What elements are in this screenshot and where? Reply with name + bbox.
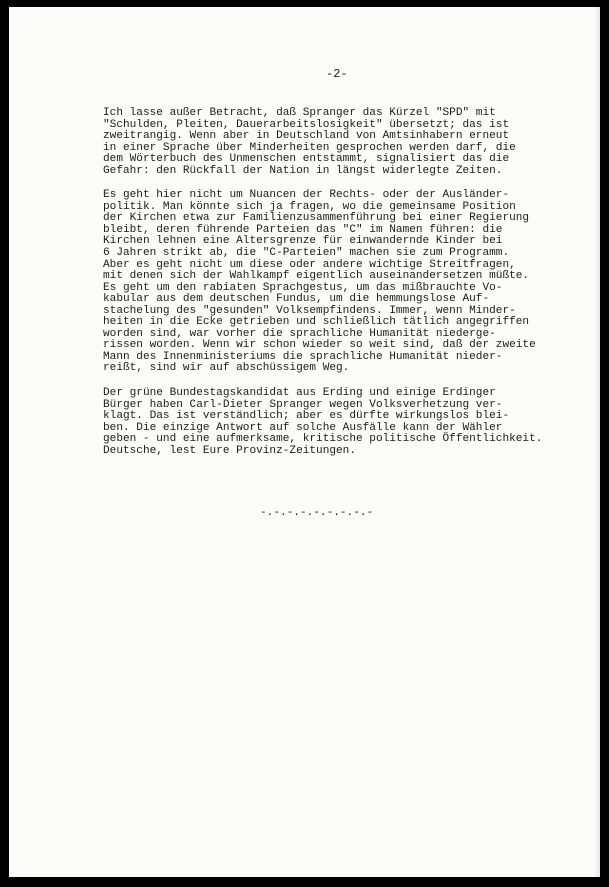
text-line: ben. Die einzige Antwort auf solche Ausfälle kann der Wähler [103,421,503,434]
text-line: Gefahr: den Rückfall der Nation in längst widerlegte Zeiten. [103,164,503,177]
scan-shadow-edge [594,7,600,877]
paragraph-1 [103,108,573,177]
text-line: Kirchen lehnen eine Altersgrenze für einwandernde Kinder bei [103,235,503,248]
text-line: stachelung des "gesunden" Volksempfindens. Immer, wenn Minder- [103,304,516,317]
text-line: "Schulden, Pleiten, Dauerarbeitslosigkeit" übersetzt; das ist [103,118,510,131]
text-line: zweitrangig. Wenn aber in Deutschland von Amtsinhabern erneut [103,130,510,143]
document-page [9,7,600,877]
text-line: heiten in die Ecke getrieben und schließlich tätlich angegriffen [103,316,530,329]
text-line: Es geht um den rabiaten Sprachgestus, um das mißbrauchte Vo- [103,281,503,294]
text-line: bleibt, deren führende Parteien das "C" im Namen führen: die [103,223,503,236]
text-line: Bürger haben Carl-Dieter Spranger wegen Volksverhetzung ver- [103,398,503,411]
text-line: rissen worden. Wenn wir schon wieder so weit sind, daß der zweite [103,339,536,352]
paragraph-2 [103,190,573,375]
text-line: geben - und eine aufmerksame, kritische politische Öffentlichkeit. [103,433,543,446]
text-line: Es geht hier nicht um Nuancen der Rechts- oder der Ausländer- [103,189,510,202]
text-line: Deutsche, lest Eure Provinz-Zeitungen. [103,444,356,457]
text-line: Der grüne Bundestagskandidat aus Erding und einige Erdinger [103,387,496,400]
text-line: 6 Jahren strikt ab, die "C-Parteien" machen sie zum Programm. [103,247,510,260]
text-line: Ich lasse außer Betracht, daß Spranger das Kürzel "SPD" mit [103,107,496,119]
closing-separator: -.-.-.-.-.-.-.-.- [260,507,374,519]
text-line: Aber es geht nicht um diese oder andere wichtige Streitfragen, [103,258,516,271]
text-line: Mann des Innenministeriums die sprachliche Humanität nieder- [103,350,503,363]
text-line: in einer Sprache über Minderheiten gesprochen werden darf, die [103,141,516,154]
paragraph-3 [103,388,573,457]
text-line: der Kirchen etwa zur Familienzusammenführung bei einer Regierung [103,212,530,225]
text-line: klagt. Das ist verständlich; aber es dürfte wirkungslos blei- [103,410,510,423]
text-line: reißt, sind wir auf abschüssigem Weg. [103,362,350,375]
body-text [103,108,573,470]
text-line: dem Wörterbuch des Unmenschen entstammt, signalisiert das die [103,153,510,166]
text-line: worden sind, war vorher die sprachliche Humanität niederge- [103,327,496,340]
text-line: politik. Man könnte sich ja fragen, wo die gemeinsame Position [103,200,516,213]
text-line: mit denen sich der Wahlkampf eigentlich auseinandersetzen müßte. [103,270,530,283]
text-line: kabular aus dem deutschen Fundus, um die hemmungslose Auf- [103,293,490,306]
page-number: -2- [326,67,348,81]
